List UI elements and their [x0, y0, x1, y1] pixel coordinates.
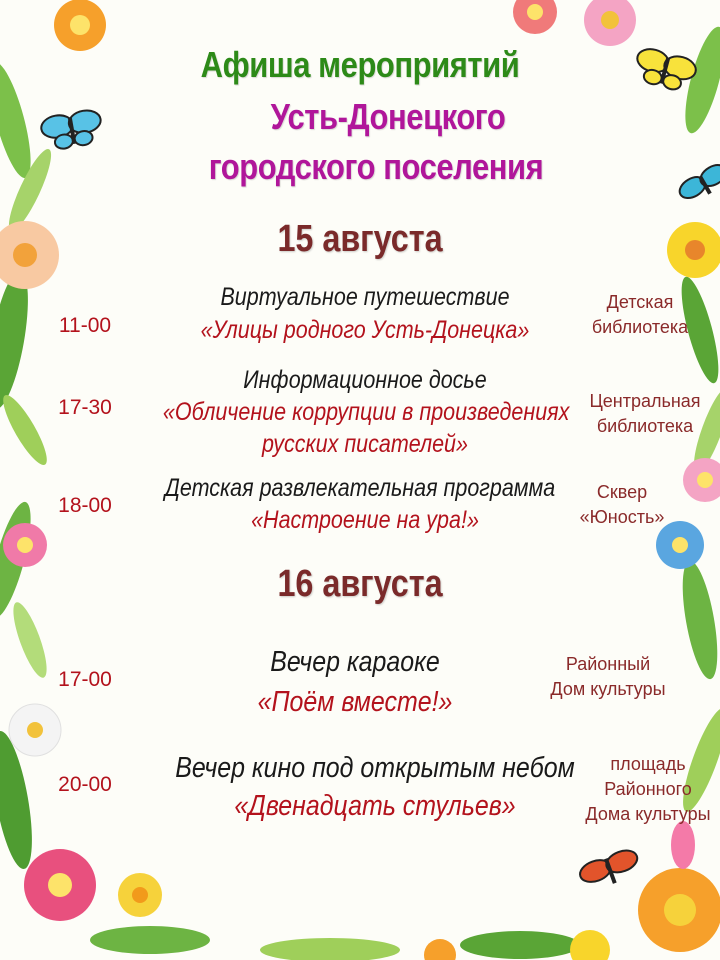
flower-left-white [9, 704, 61, 756]
event-name: русских писателей» [262, 430, 468, 458]
event-venue [542, 480, 702, 530]
flower-left-pink [3, 523, 47, 567]
venue-line: Центральная [589, 391, 701, 411]
event-name: «Поём вместе!» [257, 686, 453, 718]
event-venue [568, 752, 720, 827]
venue-line: библиотека [596, 416, 694, 436]
event-name: «Двенадцать стульев» [234, 790, 516, 822]
event-type: Информационное досье [243, 366, 487, 394]
date-heading: 15 августа [277, 218, 443, 260]
title-line-1: Афиша мероприятий [200, 44, 520, 85]
event-type: Вечер караоке [270, 646, 440, 678]
event-type: Вечер кино под открытым небом [175, 752, 575, 784]
venue-line: Районного [604, 779, 692, 799]
event-time: 17-00 [58, 668, 112, 691]
event-name: «Настроение на ура!» [251, 506, 479, 534]
event-time: 17-30 [58, 396, 112, 419]
bottom-leaves [90, 926, 580, 960]
event-type: Детская развлекательная программа [164, 474, 556, 502]
event-time: 20-00 [58, 773, 112, 796]
event-type: Виртуальное путешествие [220, 283, 510, 311]
event-name: «Улицы родного Усть-Донецка» [200, 316, 530, 344]
event-venue [560, 290, 720, 340]
venue-line: Дом культуры [550, 679, 666, 699]
event-time: 11-00 [58, 314, 112, 337]
venue-line: Дома культуры [585, 804, 711, 824]
venue-line: площадь [610, 754, 686, 774]
butterfly-red-icon [577, 847, 643, 894]
title-line-3: городского поселения [208, 146, 544, 187]
flower-right-yellow [667, 222, 720, 278]
venue-line: библиотека [591, 317, 689, 337]
event-venue [565, 389, 720, 439]
venue-line: Районный [565, 654, 651, 674]
date-heading: 16 августа [277, 563, 443, 605]
event-time: 18-00 [58, 494, 112, 517]
flower-top-center [513, 0, 636, 46]
flower-left [0, 221, 59, 289]
venue-line: Сквер [596, 482, 648, 502]
flower-bottom-left [24, 849, 162, 921]
event-venue [528, 652, 688, 702]
title-line-2: Усть-Донецкого [270, 96, 506, 137]
venue-line: «Юность» [579, 507, 665, 527]
venue-line: Детская [606, 292, 674, 312]
event-name: «Обличение коррупции в произведениях [162, 398, 570, 426]
